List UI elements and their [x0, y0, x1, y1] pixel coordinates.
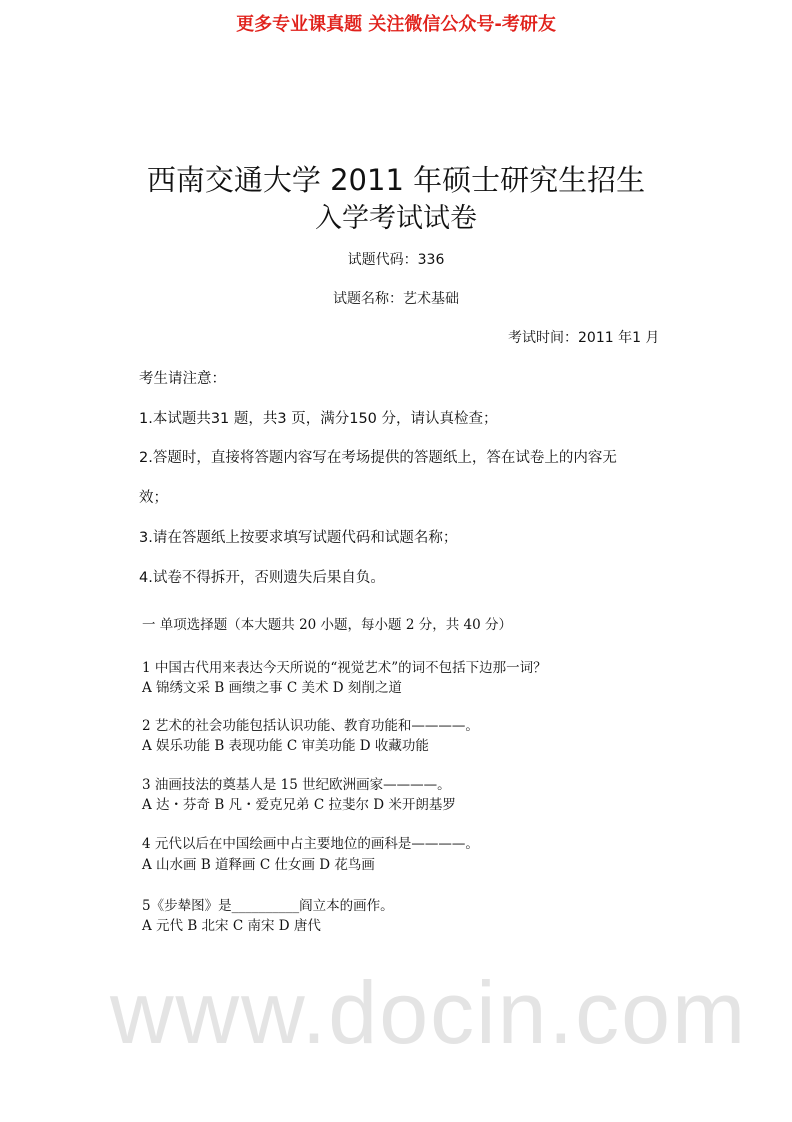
watermark: www.docin.com: [110, 963, 748, 1062]
title-line-2: 入学考试试卷: [315, 203, 477, 234]
options-1: A 锦绣文采 B 画缋之事 C 美术 D 刻削之道: [142, 680, 402, 696]
options-3: A 达・芬奇 B 凡・爱克兄弟 C 拉斐尔 D 米开朗基罗: [142, 797, 456, 813]
title-line-1: 西南交通大学 2011 年硕士研究生招生: [146, 163, 646, 197]
notice-4: 4.试卷不得拆开，否则遗失后果自负。: [139, 570, 385, 586]
exam-code: 试题代码：336: [347, 252, 445, 268]
notice-1: 1.本试题共31 题，共3 页，满分150 分，请认真检查；: [139, 411, 498, 427]
exam-date: 考试时间：2011 年1 月: [508, 330, 660, 346]
question-4: 4 元代以后在中国绘画中占主要地位的画科是————。: [142, 836, 479, 852]
notice-2-cont: 效；: [139, 490, 168, 506]
options-2: A 娱乐功能 B 表现功能 C 审美功能 D 收藏功能: [142, 738, 429, 754]
question-1: 1 中国古代用来表达今天所说的“视觉艺术”的词不包括下边那一词？: [142, 660, 547, 676]
question-5: 5《步辇图》是__________阎立本的画作。: [142, 898, 394, 914]
options-5: A 元代 B 北宋 C 南宋 D 唐代: [142, 918, 321, 934]
question-3: 3 油画技法的奠基人是 15 世纪欧洲画家————。: [142, 777, 451, 793]
exam-name: 试题名称：艺术基础: [333, 291, 459, 307]
question-2: 2 艺术的社会功能包括认识功能、教育功能和————。: [142, 718, 479, 734]
options-4: A 山水画 B 道释画 C 仕女画 D 花鸟画: [142, 857, 375, 873]
notice-2: 2.答题时，直接将答题内容写在考场提供的答题纸上，答在试卷上的内容无: [139, 450, 617, 466]
section-heading: 一 单项选择题（本大题共 20 小题，每小题 2 分，共 40 分）: [142, 617, 512, 633]
promo-header: 更多专业课真题 关注微信公众号-考研友: [236, 14, 556, 35]
notice-3: 3.请在答题纸上按要求填写试题代码和试题名称；: [139, 530, 458, 546]
notice-title: 考生请注意：: [139, 371, 226, 387]
